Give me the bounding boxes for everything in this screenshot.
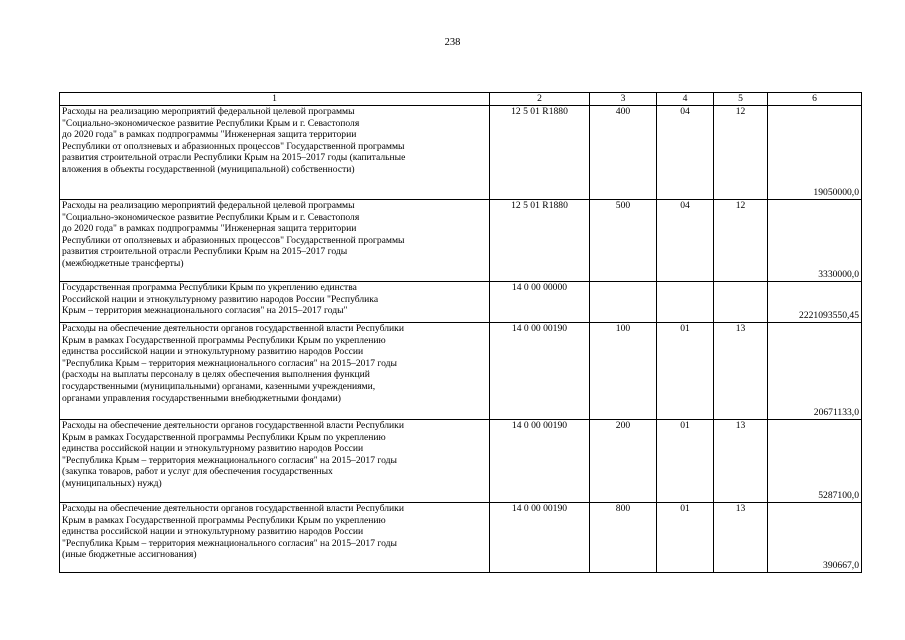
amount-cell: 19050000,0: [768, 106, 862, 200]
subsection-cell: 13: [714, 503, 768, 573]
target-article-cell: 14 0 00 00000: [490, 282, 590, 323]
section-cell: 04: [657, 200, 714, 282]
section-cell: 01: [657, 420, 714, 503]
table-row: [60, 420, 862, 503]
subsection-cell: [714, 282, 768, 323]
header-cell-csr: 2: [490, 93, 590, 106]
header-cell-name: 1: [60, 93, 490, 106]
section-cell: 01: [657, 503, 714, 573]
expense-type-cell: 200: [590, 420, 657, 503]
target-article-cell: 12 5 01 R1880: [490, 200, 590, 282]
target-article-cell: 14 0 00 00190: [490, 420, 590, 503]
page-number: 238: [444, 37, 461, 48]
header-cell-pr: 5: [714, 93, 768, 106]
table-row: [60, 323, 862, 420]
expense-name-cell: Расходы на реализацию мероприятий федеральной целевой программы "Социально-экономическое развитие Республики Крым и г. Севастополя до 2020 года" в рамках подпрограммы "Инженерная защита территории Республики от оползневых и абразионных процессов" Государственной программы развития строительной отрасли Республики Крым на 2015–2017 годы (межбюджетные трансферты): [60, 200, 490, 282]
expense-name-cell: Расходы на обеспечение деятельности органов государственной власти Республики Крым в рамках Государственной программы Республики Крым по укреплению единства российской нации и этнокультурному развитию народов России "Республика Крым – территория межнационального согласия" на 2015–2017 годы (иные бюджетные ассигнования): [60, 503, 490, 573]
target-article-cell: 14 0 00 00190: [490, 323, 590, 420]
budget-table: [59, 92, 862, 573]
amount-cell: 5287100,0: [768, 420, 862, 503]
header-cell-sum: 6: [768, 93, 862, 106]
table-row: [60, 106, 862, 200]
expense-type-cell: [590, 282, 657, 323]
expense-type-cell: 500: [590, 200, 657, 282]
header-cell-vr: 3: [590, 93, 657, 106]
amount-cell: 20671133,0: [768, 323, 862, 420]
target-article-cell: 12 5 01 R1880: [490, 106, 590, 200]
header-row: [60, 93, 862, 106]
header-cell-rz: 4: [657, 93, 714, 106]
section-cell: 04: [657, 106, 714, 200]
subsection-cell: 13: [714, 323, 768, 420]
subsection-cell: 12: [714, 106, 768, 200]
expense-type-cell: 100: [590, 323, 657, 420]
expense-name-cell: Расходы на обеспечение деятельности органов государственной власти Республики Крым в рамках Государственной программы Республики Крым по укреплению единства российской нации и этнокультурному развитию народов России "Республика Крым – территория межнационального согласия" на 2015–2017 годы (закупка товаров, работ и услуг для обеспечения государственных (муниципальных) нужд): [60, 420, 490, 503]
amount-cell: 390667,0: [768, 503, 862, 573]
subsection-cell: 12: [714, 200, 768, 282]
table-row: [60, 503, 862, 573]
target-article-cell: 14 0 00 00190: [490, 503, 590, 573]
table-row: [60, 200, 862, 282]
expense-type-cell: 800: [590, 503, 657, 573]
expense-name-cell: Расходы на реализацию мероприятий федеральной целевой программы "Социально-экономическое развитие Республики Крым и г. Севастополя до 2020 года" в рамках подпрограммы "Инженерная защита территории Республики от оползневых и абразионных процессов" Государственной программы развития строительной отрасли Республики Крым на 2015–2017 годы (капитальные вложения в объекты государственной (муниципальной) собственности): [60, 106, 490, 200]
section-cell: 01: [657, 323, 714, 420]
expense-name-cell: Государственная программа Республики Крым по укреплению единства Российской нации и этнокультурному развитию народов России "Республика Крым – территория межнационального согласия" на 2015–2017 годы": [60, 282, 490, 323]
subsection-cell: 13: [714, 420, 768, 503]
amount-cell: 3330000,0: [768, 200, 862, 282]
expense-type-cell: 400: [590, 106, 657, 200]
expense-name-cell: Расходы на обеспечение деятельности органов государственной власти Республики Крым в рамках Государственной программы Республики Крым по укреплению единства российской нации и этнокультурному развитию народов России "Республика Крым – территория межнационального согласия" на 2015–2017 годы (расходы на выплаты персоналу в целях обеспечения выполнения функций государственными (муниципальными) органами, казенными учреждениями, органами управления государственными внебюджетными фондами): [60, 323, 490, 420]
amount-cell: 2221093550,45: [768, 282, 862, 323]
section-cell: [657, 282, 714, 323]
table-row: [60, 282, 862, 323]
